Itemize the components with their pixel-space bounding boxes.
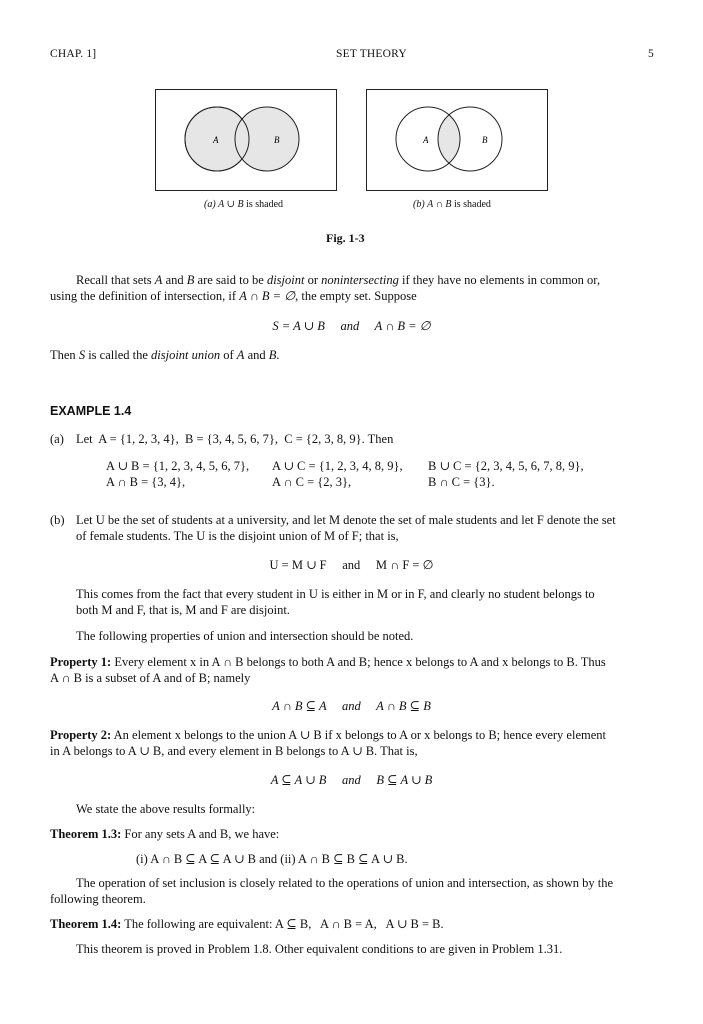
page-number: 5 bbox=[648, 48, 654, 60]
theorem-1-3-statement: (i) A ∩ B ⊆ A ⊆ A ∪ B and (ii) A ∩ B ⊆ B ⊆ A ∪ B. bbox=[136, 852, 408, 866]
example-part-b-line2: of female students. The U is the disjoint union of M of F; that is, bbox=[76, 529, 399, 543]
closing-paragraph: This theorem is proved in Problem 1.8. Other equivalent conditions to are given in Problem 1.31. bbox=[76, 942, 563, 956]
property-2-line2: in A belongs to A ∪ B, and every element in B belongs to A ∪ B. That is, bbox=[50, 744, 418, 758]
venn-union-label-b: B bbox=[274, 135, 280, 145]
example-part-a-text: Let A = {1, 2, 3, 4}, B = {3, 4, 5, 6, 7}, C = {2, 3, 8, 9}. Then bbox=[76, 432, 394, 446]
property-2-equation: A ⊆ A ∪ B and B ⊆ A ∪ B bbox=[270, 773, 433, 787]
set-operations-table bbox=[106, 458, 592, 490]
formal-statement-intro: We state the above results formally: bbox=[76, 802, 256, 816]
example-part-b-equation: U = M ∪ F and M ∩ F = ∅ bbox=[269, 558, 434, 572]
property-2-line1: Property 2: An element x belongs to the union A ∪ B if x belongs to A or x belongs to B; hence every element bbox=[50, 728, 606, 742]
disjoint-paragraph-line1: Recall that sets A and B are said to be disjoint or nonintersecting if they have no elements in common or, bbox=[76, 273, 601, 287]
figure-caption-b: (b) A ∩ B is shaded bbox=[413, 199, 491, 210]
venn-intersection-label-b: B bbox=[482, 135, 488, 145]
running-header-title: SET THEORY bbox=[336, 48, 407, 60]
example-part-b-line1: Let U be the set of students at a university, and let M denote the set of male students and let F denote the set bbox=[76, 513, 616, 527]
figure-caption-a: (a) A ∪ B is shaded bbox=[204, 199, 284, 210]
venn-diagram-intersection bbox=[366, 89, 548, 191]
venn-diagram-union bbox=[155, 89, 337, 191]
property-1-equation: A ∩ B ⊆ A and A ∩ B ⊆ B bbox=[272, 699, 431, 713]
disjoint-equation: S = A ∪ B and A ∩ B = ∅ bbox=[272, 319, 431, 333]
figure-title: Fig. 1-3 bbox=[326, 231, 365, 245]
inclusion-paragraph-line1: The operation of set inclusion is closely related to the operations of union and intersection, as shown by the bbox=[76, 876, 614, 890]
disjoint-paragraph-line2: using the definition of intersection, if A ∩ B = ∅, the empty set. Suppose bbox=[50, 289, 417, 303]
set-operations-row: A ∪ B = {1, 2, 3, 4, 5, 6, 7}, A ∪ C = {1, 2, 3, 4, 8, 9}, B ∪ C = {2, 3, 4, 5, 6, 7, 8, 9}, bbox=[106, 459, 584, 473]
example-part-b-label: (b) bbox=[50, 513, 65, 527]
property-1-line1: Property 1: Every element x in A ∩ B belongs to both A and B; hence x belongs to A and x belongs to B. Thus bbox=[50, 655, 606, 669]
example-part-b-line3: This comes from the fact that every student in U is either in M or in F, and clearly no student belongs to bbox=[76, 587, 595, 601]
disjoint-union-definition: Then S is called the disjoint union of A and B. bbox=[50, 348, 280, 362]
properties-intro: The following properties of union and intersection should be noted. bbox=[76, 629, 414, 643]
running-header-left: CHAP. 1] bbox=[50, 48, 97, 60]
inclusion-paragraph-line2: following theorem. bbox=[50, 892, 146, 906]
example-part-a-label: (a) bbox=[50, 432, 64, 446]
property-1-line2: A ∩ B is a subset of A and of B; namely bbox=[50, 671, 251, 685]
theorem-1-3: Theorem 1.3: For any sets A and B, we have: bbox=[50, 827, 280, 841]
example-part-b-line4: both M and F, that is, M and F are disjoint. bbox=[76, 603, 290, 617]
theorem-1-4: Theorem 1.4: The following are equivalent: A ⊆ B, A ∩ B = A, A ∪ B = B. bbox=[50, 917, 444, 931]
set-operations-row: A ∩ B = {3, 4}, A ∩ C = {2, 3}, B ∩ C = {3}. bbox=[106, 475, 495, 489]
venn-union-label-a: A bbox=[213, 135, 219, 145]
venn-union-circle-b bbox=[235, 107, 299, 171]
venn-intersection-label-a: A bbox=[423, 135, 429, 145]
example-heading: EXAMPLE 1.4 bbox=[50, 404, 132, 418]
